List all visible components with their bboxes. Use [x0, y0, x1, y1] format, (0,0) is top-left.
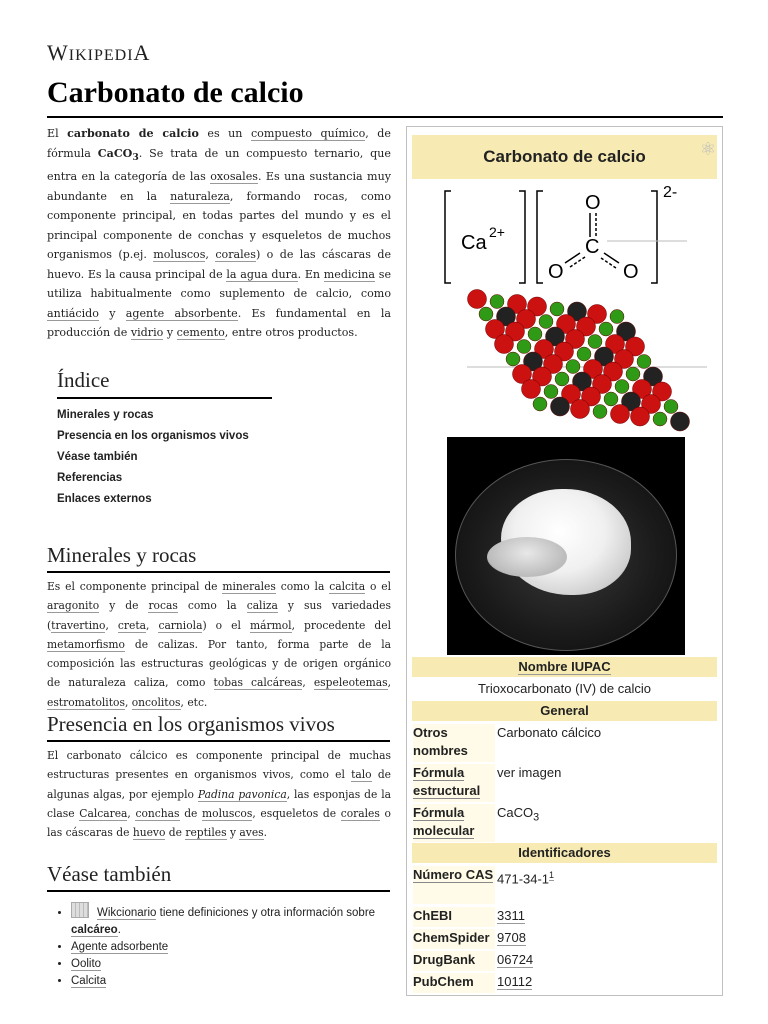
formula-subscript: 3: [132, 151, 139, 163]
body-text: de algunas algas, por ejemplo: [47, 768, 391, 801]
link-formula-molecular[interactable]: Fórmula molecular: [413, 805, 475, 838]
atom-sphere: [664, 400, 678, 414]
row-value: ver imagen: [497, 765, 562, 780]
powder-pile-edge: [487, 537, 567, 577]
link-corales[interactable]: corales: [215, 248, 256, 262]
link-huevo[interactable]: huevo: [132, 826, 166, 840]
lead-formula: [97, 146, 139, 163]
link-moluscos-2[interactable]: moluscos: [202, 806, 253, 820]
link-calcita-2[interactable]: Calcita: [71, 975, 107, 987]
row-key: Otros nombres: [413, 725, 468, 758]
link-minerales[interactable]: minerales: [222, 580, 276, 593]
atom-sphere: [571, 400, 590, 419]
atom-sphere: [550, 302, 564, 316]
calcium-carbonate-powder-photo[interactable]: [447, 437, 685, 655]
toc-heading: Índice: [57, 368, 272, 399]
table-row: [413, 764, 718, 802]
body-text: o el: [365, 580, 391, 593]
atom-sphere: [653, 412, 667, 426]
lead-text: . Es fundamental en la producción de: [47, 306, 392, 340]
infobox-title-text: Carbonato de calcio: [483, 147, 646, 166]
space-filling-model-image[interactable]: [447, 287, 717, 437]
page-title: Carbonato de calcio: [47, 76, 304, 109]
atom-sphere: [555, 372, 569, 386]
link-travertino[interactable]: travertino: [51, 618, 106, 632]
atom-sphere: [577, 347, 591, 361]
formula-text: CaCO: [497, 805, 534, 820]
body-text: y: [226, 826, 240, 840]
link-creta[interactable]: creta: [117, 618, 146, 632]
body-text: .: [263, 826, 268, 840]
cas-value: 471-34-1: [497, 871, 550, 887]
wiktionary-icon: [71, 902, 89, 918]
wikipedia-wordmark[interactable]: [47, 40, 150, 66]
iupac-band: [412, 657, 717, 677]
atom-sphere: [544, 385, 558, 399]
link-medicina[interactable]: medicina: [323, 267, 376, 281]
table-row: [413, 866, 718, 904]
row-value: [497, 951, 717, 969]
body-text: Es el componente principal de: [47, 580, 223, 593]
link-formula-estructural[interactable]: Fórmula estructural: [413, 765, 481, 798]
body-text: ) o el: [202, 618, 250, 632]
table-row: [413, 929, 718, 949]
body-text: como la: [177, 599, 247, 613]
anion-charge: 2-: [663, 184, 678, 201]
lead-text: y: [98, 306, 126, 320]
link-wikcionario[interactable]: Wikcionario: [97, 907, 157, 919]
link-calcita[interactable]: calcita: [329, 580, 366, 593]
row-value: [497, 804, 717, 827]
reference-link[interactable]: 1: [549, 870, 555, 880]
infobox-title: [412, 135, 717, 179]
body-text: .: [117, 924, 121, 936]
body-text: ,: [146, 618, 159, 632]
atom-sphere: [490, 295, 504, 309]
list-item: [71, 939, 392, 956]
toc-item-enlaces[interactable]: Enlaces externos: [57, 493, 152, 505]
link-oxosales[interactable]: oxosales: [210, 170, 258, 184]
atom-sphere: [517, 340, 531, 354]
table-row: [413, 804, 718, 842]
link-reptiles[interactable]: reptiles: [185, 826, 227, 840]
toc-item-referencias[interactable]: Referencias: [57, 472, 123, 484]
row-key: [413, 804, 495, 840]
link-carniola[interactable]: carniola: [158, 618, 203, 632]
atom-sphere: [479, 307, 493, 321]
formula-text: CaCO: [97, 146, 133, 160]
body-text: ,: [127, 806, 136, 820]
oxygen-top: O: [585, 192, 601, 214]
link-agente-adsorbente[interactable]: Agente adsorbente: [71, 941, 169, 953]
body-text: como la: [275, 580, 330, 593]
wordmark-initial: W: [47, 40, 69, 65]
link-chebi[interactable]: 3311: [497, 908, 525, 923]
atom-sphere: [671, 412, 690, 431]
link-compuesto-quimico[interactable]: compuesto químico: [250, 127, 366, 140]
lead-text: , de fórmula: [47, 127, 391, 160]
lead-text: , entre otros productos.: [224, 326, 358, 340]
section-heading-presencia: Presencia en los organismos vivos: [47, 712, 390, 742]
atom-sphere: [506, 352, 520, 366]
lead-bold-term: carbonato de calcio: [67, 127, 199, 140]
toc-item-presencia[interactable]: Presencia en los organismos vivos: [57, 430, 249, 442]
lead-text: ,: [205, 248, 216, 262]
atom-sphere: [468, 290, 487, 309]
row-value: [497, 973, 717, 991]
atom-sphere: [539, 315, 553, 329]
link-aves[interactable]: aves: [239, 826, 264, 840]
list-item: [71, 902, 392, 939]
list-item: [71, 973, 392, 990]
table-row: [413, 907, 718, 927]
link-rocas[interactable]: rocas: [148, 599, 178, 613]
link-talo[interactable]: talo: [351, 768, 372, 782]
lead-text: El: [47, 127, 68, 140]
body-text: , procedente del: [291, 618, 392, 632]
body-text: de: [165, 826, 186, 840]
link-cemento[interactable]: cemento: [176, 326, 225, 340]
atom-sphere: [522, 380, 541, 399]
row-key: [413, 764, 495, 800]
atom-sphere: [626, 367, 640, 381]
carbon-atom: C: [585, 236, 600, 258]
wordmark-final: A: [133, 40, 151, 65]
atom-sphere: [593, 405, 607, 419]
link-aragonito[interactable]: aragonito: [47, 599, 100, 613]
table-row: [413, 973, 718, 993]
body-text: ,: [105, 618, 118, 632]
link-espeleotemas[interactable]: espeleotemas: [313, 676, 388, 690]
link-drugbank[interactable]: 06724: [497, 952, 534, 967]
identificadores-band: Identificadores: [412, 843, 717, 863]
link-caliza[interactable]: caliza: [246, 599, 278, 613]
row-key: DrugBank: [413, 952, 476, 967]
toc-item-vease[interactable]: Véase también: [57, 451, 138, 463]
link-oncolitos[interactable]: oncolitos: [131, 695, 181, 709]
body-text: , etc.: [180, 695, 208, 709]
general-band: General: [412, 701, 717, 721]
atom-sphere: [611, 405, 630, 424]
atom-sphere: [495, 335, 514, 354]
link-estromatolitos[interactable]: estromatolitos: [47, 695, 125, 709]
oxygen-right: O: [623, 261, 639, 283]
atom-sphere: [551, 397, 570, 416]
body-text: de: [179, 806, 203, 820]
link-naturaleza[interactable]: naturaleza: [170, 189, 230, 203]
link-vidrio[interactable]: vidrio: [130, 326, 164, 340]
atom-sphere: [631, 407, 650, 426]
table-row: [413, 724, 718, 762]
link-calcareo[interactable]: calcáreo: [71, 924, 118, 936]
iupac-value: Trioxocarbonato (IV) de calcio: [478, 681, 651, 696]
row-value: [497, 907, 717, 925]
link-antiacido[interactable]: antiácido: [47, 306, 99, 320]
body-text: y sus variedades (: [47, 599, 391, 632]
atom-sphere: [610, 310, 624, 324]
row-key: ChEBI: [413, 908, 452, 923]
body-text: tiene definiciones y otra información sobre: [156, 907, 376, 919]
row-value: [497, 866, 717, 888]
link-agente-absorbente[interactable]: agente absorbente: [125, 306, 238, 320]
atom-sphere: [615, 380, 629, 394]
lead-text: es un: [198, 127, 251, 140]
oxygen-left: O: [548, 261, 564, 283]
link-numero-cas[interactable]: Número CAS: [413, 867, 494, 882]
table-of-contents: [57, 368, 272, 510]
link-agua-dura[interactable]: la agua dura: [226, 267, 298, 281]
lead-text: ) o de las cáscaras de huevo. Es la causa principal de: [47, 248, 392, 281]
lead-text: . Se trata de un compuesto ternario, que entra en la categoría de las: [47, 146, 391, 184]
cation-symbol: Ca: [461, 232, 487, 254]
body-text: , las esponjas de la clase: [47, 787, 391, 820]
atom-sphere: [533, 397, 547, 411]
cation-charge: 2+: [489, 224, 505, 240]
lead-paragraph: [47, 124, 391, 343]
body-text: El carbonato cálcico es componente principal de muchas estructuras presentes en organismos vivos, como el: [47, 749, 391, 782]
row-key: ChemSpider: [413, 930, 490, 945]
wordmark-middle: IKIPEDI: [68, 47, 134, 64]
infobox: [406, 126, 723, 996]
body-text: ,: [302, 676, 314, 690]
row-value: [497, 929, 717, 947]
toc-list: [57, 405, 272, 510]
body-text: de calizas. Por tanto, forma parte de la composición las estructuras geológicas y de origen orgánico de naturaleza caliza, como: [47, 637, 391, 690]
row-key: PubChem: [413, 974, 474, 989]
table-row: [413, 951, 718, 971]
body-text: o las cáscaras de: [47, 806, 391, 840]
link-conchas[interactable]: conchas: [135, 806, 180, 820]
link-tobas-calcareas[interactable]: tobas calcáreas: [213, 676, 303, 690]
atom-sphere: [566, 360, 580, 374]
row-value: Carbonato cálcico: [497, 725, 602, 740]
lead-text: y: [163, 326, 177, 340]
atom-sphere: [604, 392, 618, 406]
link-metamorfismo[interactable]: metamorfismo: [47, 637, 125, 651]
lead-text: . En: [297, 267, 324, 281]
minerales-paragraph: [47, 577, 391, 712]
link-chemspider[interactable]: 9708: [497, 930, 526, 945]
section-heading-minerales: Minerales y rocas: [47, 543, 390, 573]
link-corales-2[interactable]: corales: [340, 806, 380, 820]
link-moluscos[interactable]: moluscos: [153, 248, 206, 262]
list-item: [71, 956, 392, 973]
toc-item-minerales[interactable]: Minerales y rocas: [57, 409, 154, 421]
link-padina-pavonica[interactable]: Padina pavonica: [197, 787, 287, 801]
body-text: y de: [99, 599, 149, 613]
atom-sphere: [528, 327, 542, 341]
atom-sphere: [599, 322, 613, 336]
row-key: [413, 866, 495, 884]
structural-formula-diagram[interactable]: [437, 183, 697, 287]
lead-text: . Es una sustancia muy abundante en la: [47, 170, 391, 203]
title-divider: [47, 116, 723, 118]
section-heading-vease: Véase también: [47, 862, 390, 892]
atom-sphere: [637, 355, 651, 369]
link-calcarea[interactable]: Calcarea: [79, 806, 128, 820]
body-text: , esqueletos de: [252, 806, 341, 820]
link-pubchem[interactable]: 10112: [497, 974, 533, 989]
body-text: ,: [387, 676, 392, 690]
presencia-paragraph: [47, 746, 391, 842]
body-text: ,: [124, 695, 132, 709]
formula-subscript: 3: [533, 811, 540, 824]
molecule-model-icon: ⚛: [699, 139, 716, 159]
lead-text: , formando rocas, como componente principal, en todas partes del mundo y es el principal componente de conchas y esqueletos de muchos organismos (p.ej.: [47, 189, 392, 262]
link-oolito[interactable]: Oolito: [71, 958, 102, 970]
link-marmol[interactable]: mármol: [249, 618, 292, 632]
lead-text: se utiliza habitualmente como suplemento de calcio, como: [47, 267, 392, 301]
link-nombre-iupac[interactable]: Nombre IUPAC: [518, 659, 611, 674]
atom-sphere: [588, 335, 602, 349]
see-also-list: [47, 902, 392, 990]
